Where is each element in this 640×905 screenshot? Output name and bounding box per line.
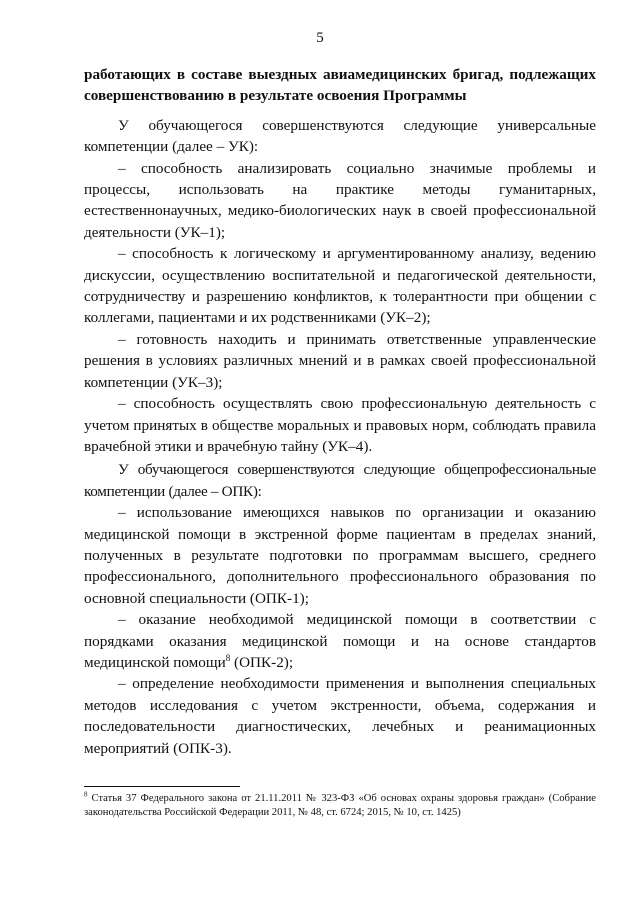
paragraph-uk4: – способность осуществлять свою профессиональную деятельность с учетом принятых в обществе моральных и правовых норм, соблюдать правила врачебной этики и врачебную тайну (УК–4). bbox=[84, 395, 596, 455]
paragraph-opk1: – использование имеющихся навыков по организации и оказанию медицинской помощи в экстренной форме пациентам в пределах знаний, полученных в результате подготовки по программам высшего, среднего профессионального, дополнительного профессионального образования по основной специальности (ОПК-1); bbox=[84, 504, 596, 607]
footnote-reference: 8 bbox=[225, 652, 231, 663]
paragraph-uk1: – способность анализировать социально значимые проблемы и процессы, использовать на практике методы гуманитарных, естественнонаучных, медико-биологических наук в своей профессиональной деятельности (УК–1); bbox=[84, 159, 596, 241]
body-text bbox=[84, 64, 596, 759]
opk2-text: – оказание необходимой медицинской помощи в соответствии с порядками оказания медицинской помощи и на основе стандартов медицинской помощи bbox=[84, 611, 596, 671]
footnote-mark: 8 bbox=[84, 790, 88, 799]
paragraph-opk2 bbox=[84, 609, 596, 673]
footnote bbox=[84, 792, 596, 820]
page-number: 5 bbox=[316, 30, 324, 46]
paragraph-opk-intro: У обучающегося совершенствуются следующие общепрофессиональные компетенции (далее – ОПК): bbox=[84, 461, 596, 500]
paragraph-opk3: – определение необходимости применения и выполнения специальных методов исследования с учетом экстренности, объема, содержания и последовательности диагностических, лечебных и реанимационных мероприятий (ОПК-3). bbox=[84, 675, 596, 757]
opk2-tail: (ОПК-2); bbox=[230, 653, 294, 671]
section-heading: работающих в составе выездных авиамедицинских бригад, подлежащих совершенствованию в результате освоения Программы bbox=[84, 66, 596, 105]
paragraph-uk-intro: У обучающегося совершенствуются следующие универсальные компетенции (далее – УК): bbox=[84, 116, 596, 156]
footnote-divider bbox=[84, 786, 240, 787]
paragraph-uk2: – способность к логическому и аргументированному анализу, ведению дискуссии, осуществлению воспитательной и педагогической деятельности, сотрудничеству и разрешению конфликтов, к толерантности при общении с коллегами, пациентами и их родственниками (УК–2); bbox=[84, 245, 596, 327]
paragraph-uk3: – готовность находить и принимать ответственные управленческие решения в условиях различных мнений и в рамках своей профессиональной компетенции (УК–3); bbox=[84, 330, 596, 391]
footnote-text: Статья 37 Федерального закона от 21.11.2011 № 323-ФЗ «Об основах охраны здоровья граждан» (Собрание законодательства Российской Федерации 2011, № 48, ст. 6724; 2015, № 10, ст. 1425) bbox=[84, 793, 596, 818]
